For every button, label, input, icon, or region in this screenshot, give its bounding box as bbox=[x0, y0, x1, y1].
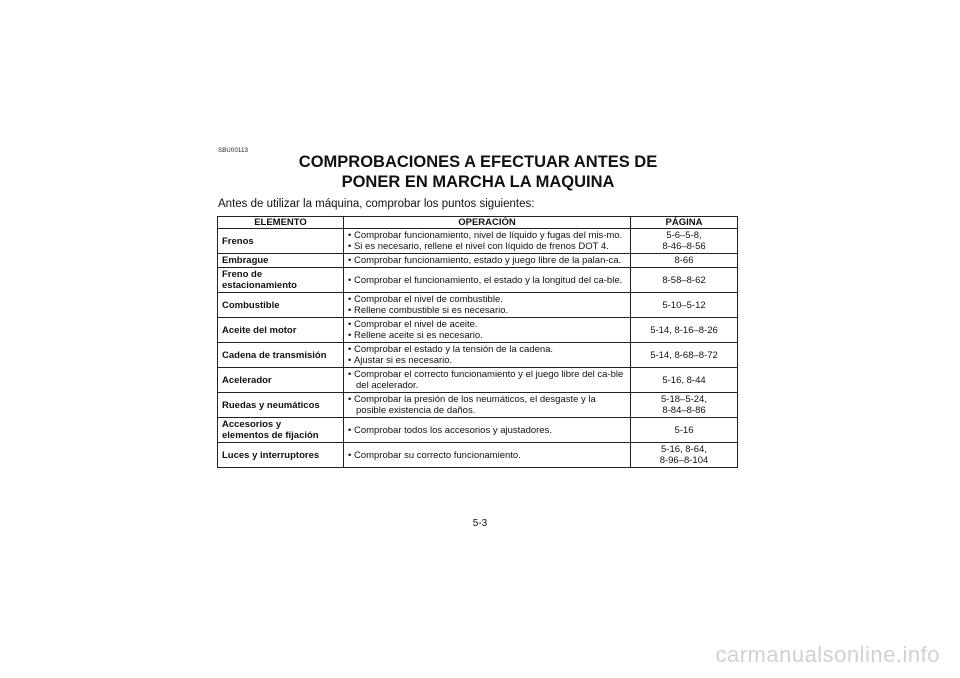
table-row bbox=[218, 268, 738, 293]
operation-bullet: • Comprobar el nivel de combustible. bbox=[348, 294, 626, 305]
operation-bullet: • Comprobar el estado y la tensión de la cadena. bbox=[348, 344, 626, 355]
element-name: estacionamiento bbox=[222, 280, 297, 291]
element-name: Frenos bbox=[222, 235, 254, 247]
page-reference: 5-16, 8-44 bbox=[662, 374, 706, 386]
operation-bullet: • Comprobar su correcto funcionamiento. bbox=[348, 450, 626, 461]
element-name: Combustible bbox=[222, 299, 280, 311]
element-name: Acelerador bbox=[222, 374, 272, 386]
element-name: Embrague bbox=[222, 255, 269, 266]
operation-cell bbox=[344, 254, 631, 268]
page-reference: 8-46–8-56 bbox=[662, 241, 706, 252]
operation-bullet: • Si es necesario, rellene el nivel con líquido de frenos DOT 4. bbox=[348, 241, 626, 252]
page-title-line-2: PONER EN MARCHA LA MAQUINA bbox=[341, 173, 615, 191]
element-cell bbox=[218, 293, 344, 318]
element-cell bbox=[218, 318, 344, 343]
page-ref-cell bbox=[631, 293, 738, 318]
operation-cell bbox=[344, 418, 631, 443]
page-title bbox=[218, 152, 738, 192]
table-header-row bbox=[218, 217, 738, 229]
operation-cell bbox=[344, 368, 631, 393]
page-title-line-1: COMPROBACIONES A EFECTUAR ANTES DE bbox=[298, 153, 658, 171]
operation-cell bbox=[344, 443, 631, 468]
element-name: Accesorios y bbox=[222, 419, 282, 430]
table-row bbox=[218, 293, 738, 318]
element-name: Ruedas y neumáticos bbox=[222, 399, 320, 411]
operation-cell bbox=[344, 229, 631, 254]
element-name: Aceite del motor bbox=[222, 324, 297, 336]
page-reference: 5-14, 8-16–8-26 bbox=[650, 324, 718, 336]
page-ref-cell bbox=[631, 443, 738, 468]
element-cell bbox=[218, 343, 344, 368]
page-ref-cell bbox=[631, 268, 738, 293]
table-row bbox=[218, 443, 738, 468]
operation-cell bbox=[344, 318, 631, 343]
page-ref-cell bbox=[631, 343, 738, 368]
operation-cell bbox=[344, 293, 631, 318]
table-row bbox=[218, 368, 738, 393]
operation-bullet: • Ajustar si es necesario. bbox=[348, 355, 626, 366]
element-name: Freno de bbox=[222, 269, 263, 280]
element-cell bbox=[218, 229, 344, 254]
element-cell bbox=[218, 418, 344, 443]
table-body bbox=[218, 229, 738, 468]
page-reference: 8-58–8-62 bbox=[662, 274, 706, 286]
element-name: Luces y interruptores bbox=[222, 449, 320, 461]
page-reference: 8-66 bbox=[674, 255, 694, 266]
operation-bullet: • Comprobar el nivel de aceite. bbox=[348, 319, 626, 330]
page-ref-cell bbox=[631, 368, 738, 393]
table-row bbox=[218, 418, 738, 443]
column-header-operation: OPERACIÓN bbox=[344, 217, 631, 229]
page-reference: 5-10–5-12 bbox=[662, 299, 706, 311]
operation-bullet: • Rellene aceite si es necesario. bbox=[348, 330, 626, 341]
element-name: elementos de fijación bbox=[222, 430, 319, 441]
table-row bbox=[218, 343, 738, 368]
operation-cell bbox=[344, 343, 631, 368]
page-reference: 5-16, 8-64, bbox=[661, 444, 707, 455]
watermark: carmanualsonline.info bbox=[715, 642, 940, 667]
element-cell bbox=[218, 368, 344, 393]
operation-cell bbox=[344, 393, 631, 418]
element-cell bbox=[218, 393, 344, 418]
page-reference: 8-84–8-86 bbox=[662, 405, 706, 416]
document-code: SBU00113 bbox=[218, 148, 249, 154]
page-reference: 5-14, 8-68–8-72 bbox=[650, 349, 718, 361]
table-row bbox=[218, 393, 738, 418]
column-header-element: ELEMENTO bbox=[218, 217, 344, 229]
operation-bullet: • Comprobar el correcto funcionamiento y el juego libre del ca-ble del acelerador. bbox=[348, 369, 626, 391]
column-header-page: PÁGINA bbox=[631, 217, 738, 229]
element-cell bbox=[218, 443, 344, 468]
page-reference: 8-96–8-104 bbox=[659, 455, 709, 466]
element-name: Cadena de transmisión bbox=[222, 349, 327, 361]
operation-cell bbox=[344, 268, 631, 293]
page-reference: 5-6–5-8, bbox=[666, 230, 702, 241]
table-row bbox=[218, 318, 738, 343]
operation-bullet: • Comprobar la presión de los neumáticos, el desgaste y la posible existencia de daños. bbox=[348, 394, 626, 416]
page-number: 5-3 bbox=[472, 518, 488, 529]
page-ref-cell bbox=[631, 254, 738, 268]
page-ref-cell bbox=[631, 393, 738, 418]
operation-bullet: • Comprobar el funcionamiento, el estado y la longitud del ca-ble. bbox=[348, 275, 626, 286]
operation-bullet: • Rellene combustible si es necesario. bbox=[348, 305, 626, 316]
operation-bullet: • Comprobar funcionamiento, nivel de líquido y fugas del mis-mo. bbox=[348, 230, 626, 241]
page-ref-cell bbox=[631, 418, 738, 443]
table-row bbox=[218, 229, 738, 254]
intro-text: Antes de utilizar la máquina, comprobar los puntos siguientes: bbox=[218, 198, 535, 210]
page-reference: 5-16 bbox=[674, 424, 694, 436]
table-row bbox=[218, 254, 738, 268]
page-reference: 5-18–5-24, bbox=[661, 394, 707, 405]
pre-operation-checks-table bbox=[217, 216, 738, 468]
page-ref-cell bbox=[631, 229, 738, 254]
operation-bullet: • Comprobar funcionamiento, estado y juego libre de la palan-ca. bbox=[348, 255, 626, 266]
operation-bullet: • Comprobar todos los accesorios y ajustadores. bbox=[348, 425, 626, 436]
element-cell bbox=[218, 254, 344, 268]
element-cell bbox=[218, 268, 344, 293]
page-ref-cell bbox=[631, 318, 738, 343]
